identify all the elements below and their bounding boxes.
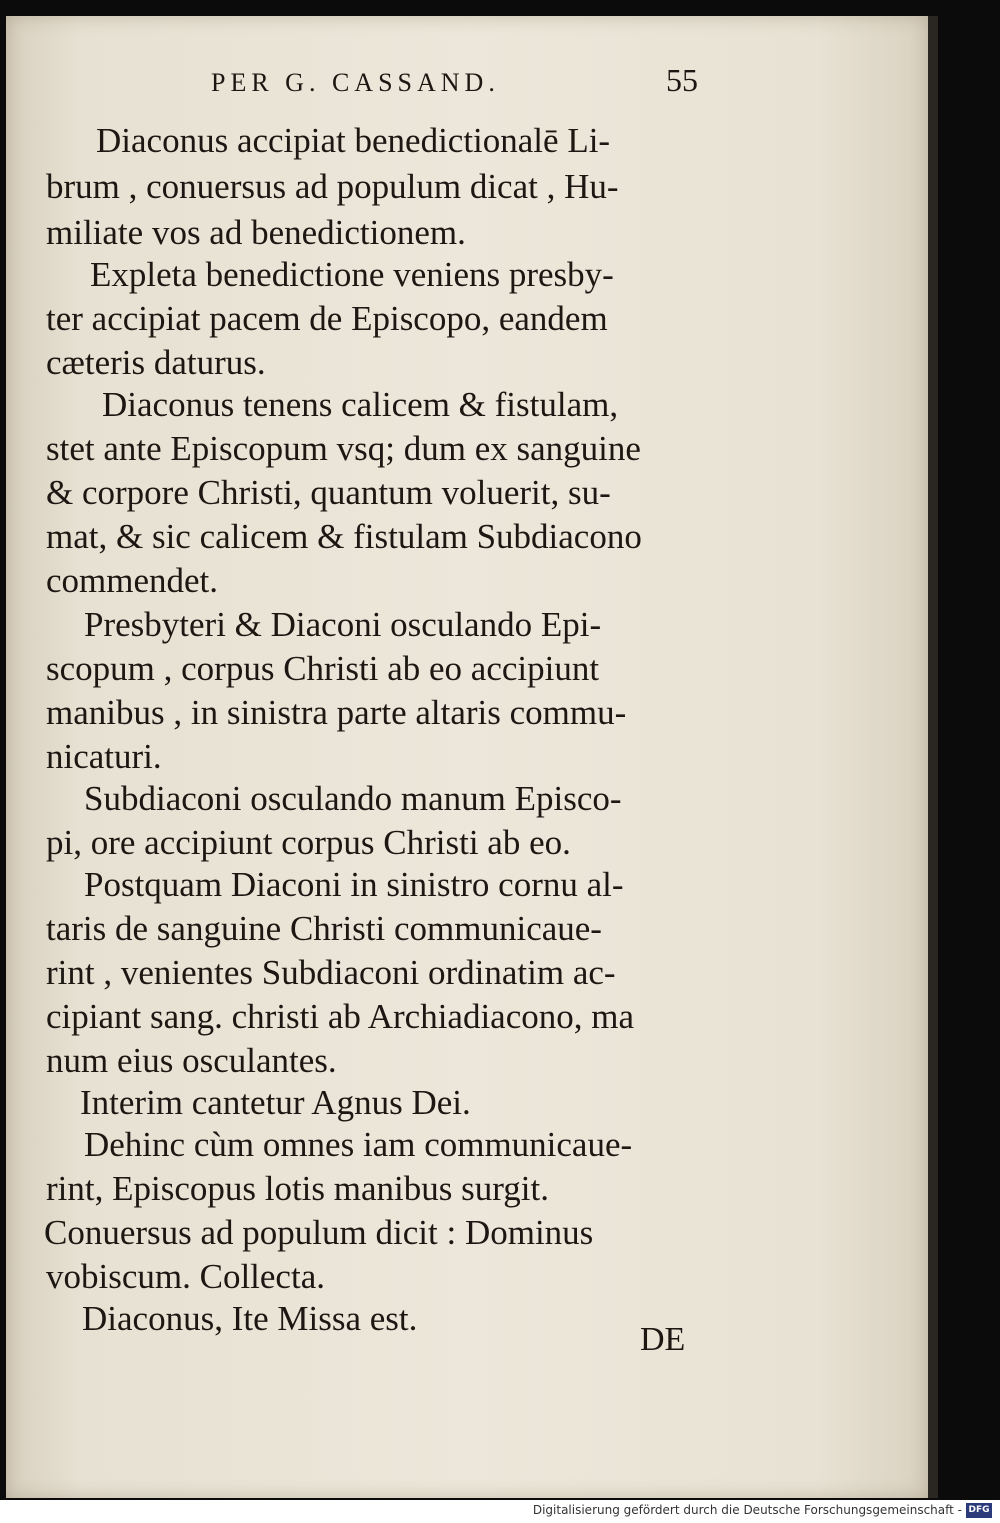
catchword: DE: [640, 1321, 686, 1358]
text-line: Diaconus tenens calicem & fistulam,: [102, 385, 619, 424]
text-line: nicaturi.: [46, 737, 162, 776]
text-line: miliate vos ad benedictionem.: [46, 213, 466, 252]
text-line: rint , venientes Subdiaconi ordinatim ac-: [46, 953, 616, 992]
text-line: ter accipiat pacem de Episcopo, eandem: [46, 299, 608, 338]
text-line: num eius osculantes.: [46, 1041, 337, 1080]
text-line: commendet.: [46, 561, 219, 600]
funding-credit: Digitalisierung gefördert durch die Deutsche Forschungsgemeinschaft -: [532, 1503, 962, 1517]
page-text-block: [6, 16, 928, 1498]
text-line: vobiscum. Collecta.: [46, 1257, 325, 1296]
text-line: Interim cantetur Agnus Dei.: [80, 1083, 471, 1122]
text-line: Subdiaconi osculando manum Episco-: [84, 779, 622, 818]
text-line: pi, ore accipiunt corpus Christi ab eo.: [46, 823, 571, 862]
text-line: stet ante Episcopum vsq; dum ex sanguine: [46, 429, 641, 468]
digitization-footer: [0, 1500, 1000, 1523]
text-line: Postquam Diaconi in sinistro cornu al-: [84, 865, 624, 904]
text-line: Dehinc cùm omnes iam communicaue-: [84, 1125, 633, 1164]
text-line: Diaconus accipiat benedictionalē Li-: [96, 121, 611, 160]
text-line: cipiant sang. christi ab Archiadiacono, ma: [46, 997, 635, 1036]
page-edge-shadow: [928, 16, 938, 1498]
text-line: manibus , in sinistra parte altaris commu-: [46, 693, 627, 732]
text-line: Expleta benedictione veniens presby-: [90, 255, 614, 294]
text-line: & corpore Christi, quantum voluerit, su-: [46, 473, 611, 512]
text-line: scopum , corpus Christi ab eo accipiunt: [46, 649, 600, 688]
dfg-logo: DFG: [966, 1503, 992, 1518]
text-line: cæteris daturus.: [46, 343, 266, 382]
running-title: PER G. CASSAND.: [211, 68, 500, 97]
text-line: rint, Episcopus lotis manibus surgit.: [46, 1169, 549, 1208]
text-line: taris de sanguine Christi communicaue-: [46, 909, 602, 948]
text-line: Presbyteri & Diaconi osculando Epi-: [84, 605, 602, 644]
text-line: brum , conuersus ad populum dicat , Hu-: [46, 167, 619, 206]
text-line: Diaconus, Ite Missa est.: [82, 1299, 418, 1338]
book-page: [6, 16, 928, 1498]
text-line: Conuersus ad populum dicit : Dominus: [44, 1213, 594, 1252]
page-number: 55: [666, 62, 698, 98]
text-line: mat, & sic calicem & fistulam Subdiacono: [46, 517, 642, 556]
